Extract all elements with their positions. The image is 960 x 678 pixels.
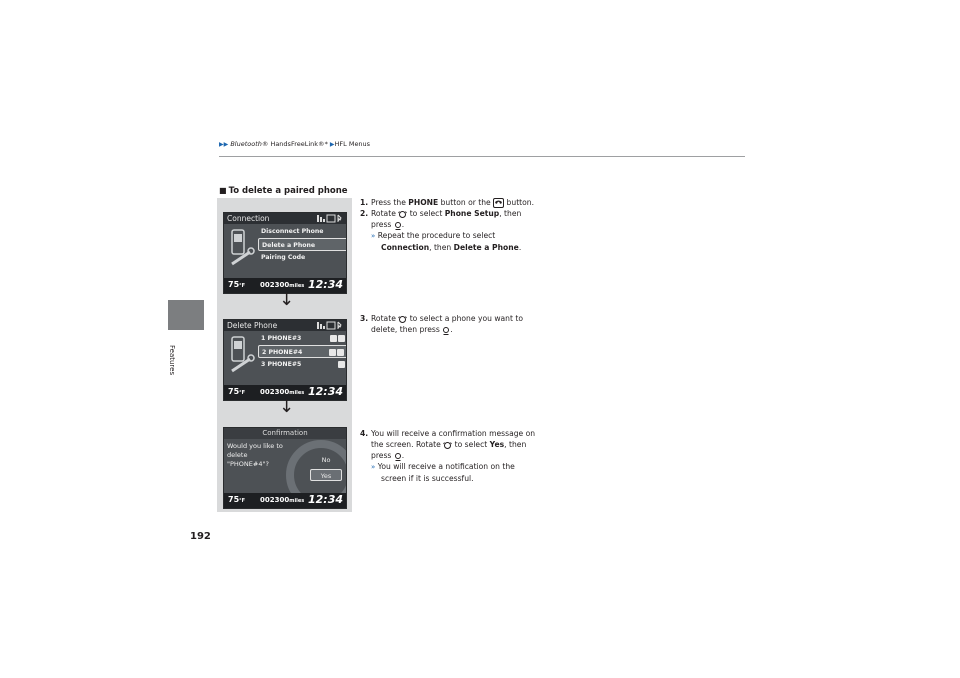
breadcrumb-arrow-icon: ▶▶ — [219, 141, 229, 148]
selector-knob-icon — [398, 315, 407, 324]
phone-pickup-button-icon — [493, 198, 504, 208]
info-bar — [224, 493, 346, 508]
phone-status-icon — [338, 361, 345, 368]
option-no[interactable]: No — [321, 456, 331, 464]
selector-knob-icon — [398, 210, 407, 219]
temperature: 75°F — [228, 280, 246, 289]
enter-press-icon — [394, 221, 402, 230]
temperature: 75°F — [228, 387, 246, 396]
clock: 12:34 — [307, 385, 343, 398]
breadcrumb-hfl-menus: HFL Menus — [334, 140, 371, 148]
header-rule — [219, 156, 745, 157]
confirmation-message: Would you like to delete "PHONE#4"? — [227, 442, 283, 468]
status-icons — [317, 214, 343, 223]
menu-item-disconnect-phone[interactable]: Disconnect Phone — [261, 228, 324, 235]
breadcrumb — [219, 140, 370, 148]
menu-item-delete-a-phone[interactable]: Delete a Phone — [258, 238, 347, 251]
odometer: 002300miles — [260, 388, 305, 396]
section-title-text: To delete a paired phone — [228, 186, 348, 196]
phone-status-icon — [329, 349, 336, 356]
phone-list-item[interactable]: 1 PHONE#3 — [258, 332, 347, 345]
side-tab-label: Features — [168, 345, 176, 376]
phone-list — [258, 332, 347, 371]
side-tab-marker — [168, 300, 204, 330]
phone-list-item[interactable]: 2 PHONE#4 — [258, 345, 347, 358]
clock: 12:34 — [307, 278, 343, 291]
confirmation-screen — [223, 427, 347, 509]
phone-wrench-icon — [228, 228, 256, 268]
phone-status-icon — [338, 335, 345, 342]
breadcrumb-hfl: ® HandsFreeLink® — [261, 140, 325, 148]
delete-phone-screen — [223, 319, 347, 401]
phone-list-item[interactable]: 3 PHONE#5 — [258, 358, 347, 371]
screen-title: Confirmation — [224, 428, 346, 439]
connection-menu — [258, 225, 347, 264]
connection-screen — [223, 212, 347, 294]
step-2: 2. Rotate to select Phone Setup, then press . » Repeat the procedure to select Connection, then Delete a Phone. — [360, 209, 522, 252]
step-1: 1. Press the PHONE button or the button. — [360, 198, 535, 207]
screen-title: Connection — [224, 213, 346, 224]
clock: 12:34 — [307, 493, 343, 506]
breadcrumb-star: * — [324, 140, 328, 148]
flow-arrow-icon: ↓ — [279, 396, 295, 417]
page-number: 192 — [190, 531, 211, 542]
breadcrumb-bluetooth: Bluetooth — [230, 140, 262, 148]
phone-wrench-icon — [228, 335, 256, 375]
flow-arrow-icon: ↓ — [279, 289, 295, 310]
step-4: 4. You will receive a confirmation message on the screen. Rotate to select Yes, then press . » You will receive a notification on the screen if it is successful. — [360, 429, 536, 483]
selector-knob-icon — [443, 441, 452, 450]
menu-item-pairing-code[interactable]: Pairing Code — [261, 254, 306, 261]
status-icons — [317, 321, 343, 330]
breadcrumb-arrow-icon: ▶ — [329, 141, 335, 148]
phone-status-icon — [330, 335, 337, 342]
odometer: 002300miles — [260, 496, 305, 504]
sub-step-arrow-icon: » — [371, 232, 376, 240]
odometer: 002300miles — [260, 281, 305, 289]
screen-title: Delete Phone — [224, 320, 346, 331]
enter-press-icon — [394, 452, 402, 461]
sub-step-arrow-icon: » — [371, 463, 376, 471]
section-marker: ■ — [219, 186, 227, 195]
temperature: 75°F — [228, 495, 246, 504]
section-title — [219, 186, 348, 196]
option-yes[interactable]: Yes — [310, 469, 342, 481]
phone-status-icon — [337, 349, 344, 356]
step-3: 3. Rotate to select a phone you want to delete, then press . — [360, 314, 524, 334]
